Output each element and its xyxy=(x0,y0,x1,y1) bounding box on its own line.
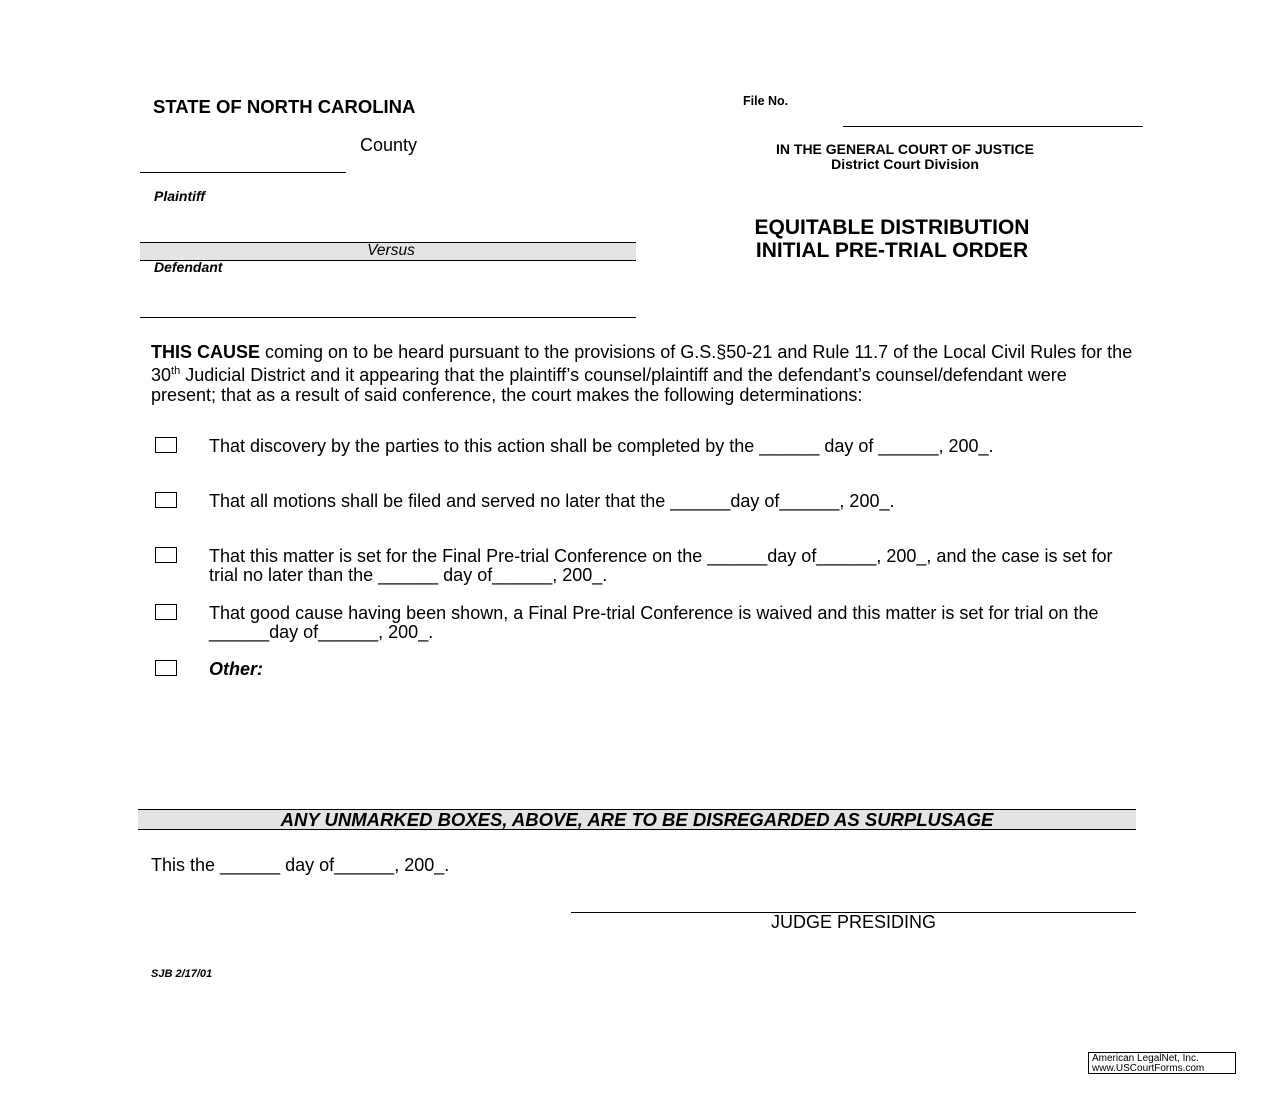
file-no-label: File No. xyxy=(743,94,789,108)
document-title xyxy=(640,216,1144,262)
item-text: That good cause having been shown, a Final Pre-trial Conference is waived and this matter is set for trial on the ______day of______, 200_. xyxy=(209,603,1099,643)
intro-lead: THIS CAUSE xyxy=(151,342,261,362)
publisher-stamp xyxy=(1088,1052,1236,1074)
intro-text-1: coming on to be heard pursuant to the provisions of G.S.§50-21 and Rule 11.7 of the Local Civil Rules for the 30 xyxy=(151,342,1133,386)
stamp-line-2: www.USCourtForms.com xyxy=(1092,1063,1205,1074)
form-code: SJB 2/17/01 xyxy=(151,968,213,980)
title-line-2: INITIAL PRE-TRIAL ORDER xyxy=(755,239,1029,262)
county-line xyxy=(140,172,346,173)
file-no-line xyxy=(843,126,1143,127)
motions-checkbox[interactable] xyxy=(155,492,177,508)
defendant-line xyxy=(140,317,636,318)
intro-superscript: th xyxy=(171,365,181,378)
intro-text-2: Judicial District and it appearing that the plaintiff’s counsel/plaintiff and the defendant’s counsel/defendant were present; that as a result of said conference, the court makes the following determinations: xyxy=(151,365,1067,405)
order-item-final-conference xyxy=(155,547,1125,586)
final-conference-checkbox[interactable] xyxy=(155,547,177,563)
waived-checkbox[interactable] xyxy=(155,604,177,620)
other-checkbox[interactable] xyxy=(155,660,177,676)
stamp-line-1: American LegalNet, Inc. xyxy=(1092,1053,1199,1064)
order-item-waived xyxy=(155,604,1125,643)
warning-text: ANY UNMARKED BOXES, ABOVE, ARE TO BE DISREGARDED AS SURPLUSAGE xyxy=(280,809,994,830)
court-heading xyxy=(700,142,1110,172)
discovery-checkbox[interactable] xyxy=(155,437,177,453)
court-line-2: District Court Division xyxy=(831,156,979,172)
order-item-discovery xyxy=(155,437,1125,456)
court-line-1: IN THE GENERAL COURT OF JUSTICE xyxy=(776,141,1034,157)
dated-line: This the ______ day of______, 200_. xyxy=(151,855,450,875)
other-label: Other: xyxy=(209,659,263,679)
state-heading: STATE OF NORTH CAROLINA xyxy=(153,96,416,117)
judge-presiding-label: JUDGE PRESIDING xyxy=(770,912,937,932)
item-text: That all motions shall be filed and served no later that the ______day of______, 200_. xyxy=(209,491,895,511)
order-item-other xyxy=(155,660,1125,679)
county-label: County xyxy=(360,135,418,155)
title-line-1: EQUITABLE DISTRIBUTION xyxy=(754,216,1030,239)
versus-label: Versus xyxy=(367,242,415,259)
intro-paragraph xyxy=(151,343,1136,405)
item-text: That discovery by the parties to this action shall be completed by the ______ day of ______, 200_. xyxy=(209,436,994,456)
plaintiff-label: Plaintiff xyxy=(154,188,206,204)
item-text: That this matter is set for the Final Pre-trial Conference on the ______day of______, 200_, and the case is set for trial no later than the ______ day of______, 200_. xyxy=(209,546,1113,586)
order-item-motions xyxy=(155,492,1125,511)
defendant-label: Defendant xyxy=(154,259,223,275)
